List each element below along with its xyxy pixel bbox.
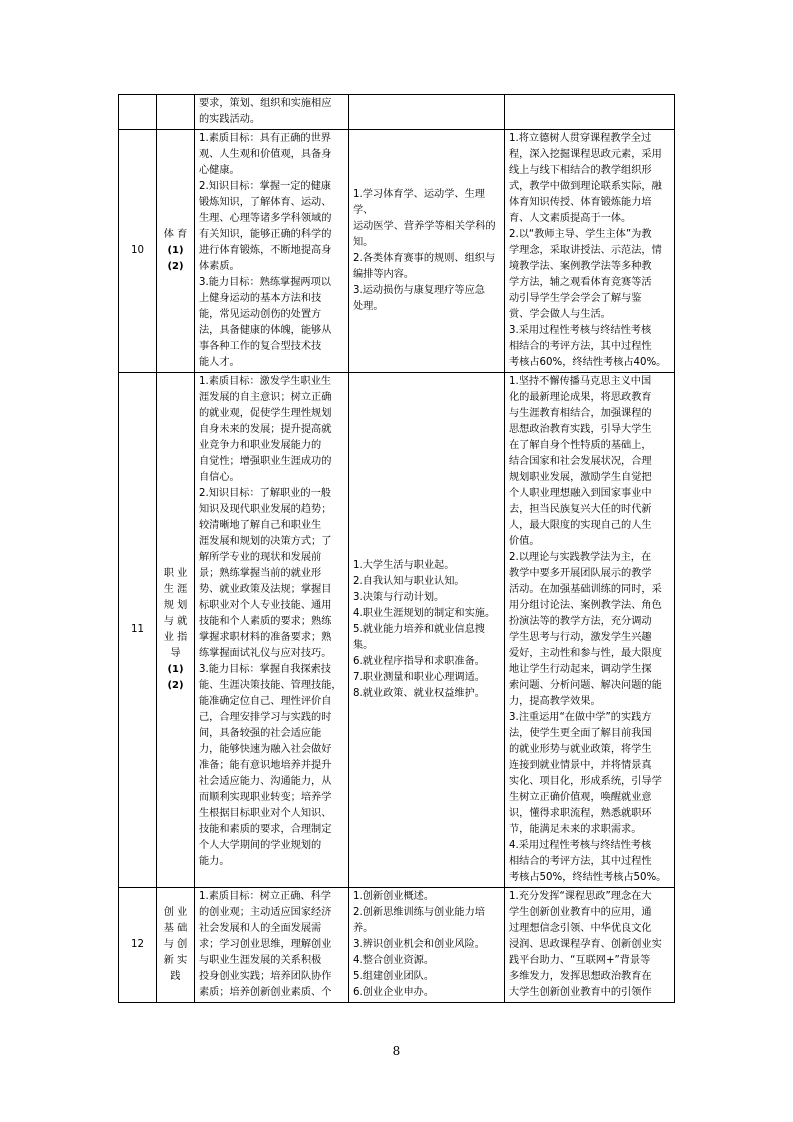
objectives-line: 心健康。: [199, 165, 240, 176]
content-line: 6.创业企业申办。: [353, 987, 435, 998]
requirements-line: 多维发力，发挥思想政治教育在: [509, 971, 652, 982]
requirements-line: 程，深入挖掘课程思政元素，采用: [509, 149, 662, 160]
requirements-line: 学理念，采取讲授法、示范法，情: [509, 245, 662, 256]
objectives-line: 练掌握面试礼仪与应对技巧。: [199, 648, 332, 659]
objectives-cell: [195, 95, 349, 130]
requirements-line: 育、人文素质提高于一体。: [509, 213, 632, 224]
objectives-line: 能准确定位自己、理性评价自: [199, 696, 332, 707]
requirements-line: 在了解自身个性特质的基础上，: [509, 440, 652, 451]
requirements-line: 力，提高教学效果。: [509, 696, 601, 707]
course-name: 职 业 生 涯 规 划 与 就 业 指 导: [163, 568, 188, 659]
table-row: [119, 888, 675, 1003]
objectives-line: 社会发展和人的全面发展需: [199, 923, 322, 934]
objectives-line: 能、生涯决策技能、管理技能，: [199, 680, 342, 691]
requirements-line: 结合国家和社会发展状况，合理: [509, 456, 652, 467]
objectives-line: 而顺利实现职业转变；培养学: [199, 792, 332, 803]
objectives-line: 社会适应能力、沟通能力，从: [199, 776, 332, 787]
objectives-line: 能力。: [199, 856, 230, 867]
content-line: 4.职业生涯规划的制定和实施。: [353, 608, 496, 619]
course-number-cell: 12: [119, 888, 157, 1003]
content-line: 2.创新思维训练与创业能力培: [353, 907, 485, 918]
objectives-line: 力，能够快速为融入社会做好: [199, 744, 332, 755]
objectives-line: 素质；培养创新创业素质、个: [199, 987, 332, 998]
requirements-cell: [505, 95, 675, 130]
requirements-line: 考核占60%，终结性考核占40%。: [509, 357, 667, 368]
objectives-line: 能人才。: [199, 357, 240, 368]
page-number: 8: [392, 1044, 401, 1058]
content-line: 处理。: [353, 301, 384, 312]
requirements-line: 扮演法等的教学方法，充分调动: [509, 616, 652, 627]
content-line: 4.整合创业资源。: [353, 955, 435, 966]
course-name-cell: [157, 373, 195, 888]
content-line: 1.创新创业概述。: [353, 891, 435, 902]
requirements-line: 教学中要多开展团队展示的教学: [509, 568, 652, 579]
requirements-line: 生树立正确价值观，唤醒就业意: [509, 792, 652, 803]
content-line: 7.职业测量和职业心理调适。: [353, 672, 485, 683]
content-cell: [349, 373, 505, 888]
objectives-line: 有关知识，能够正确的科学的: [199, 229, 332, 240]
requirements-line: 2.以理论与实践教学法为主，在: [509, 552, 652, 563]
requirements-line: 活动。在加强基础训练的同时，采: [509, 584, 662, 595]
requirements-line: 连接到就业情景中，并将情景真: [509, 760, 652, 771]
objectives-line: 标职业对个人专业技能、通用: [199, 600, 332, 611]
course-name-cell: [157, 95, 195, 130]
requirements-line: 体育知识传授、体育锻炼能力培: [509, 197, 652, 208]
objectives-line: 2.知识目标：掌握一定的健康: [199, 181, 331, 192]
requirements-line: 人，最大限度的实现自己的人生: [509, 520, 652, 531]
table-row: [119, 130, 675, 373]
requirements-line: 规划职业发展，激励学生自觉把: [509, 472, 652, 483]
content-line: 3.决策与行动计划。: [353, 592, 445, 603]
content-line: 1.学习体育学、运动学、生理学、: [353, 189, 485, 216]
objectives-line: 解所学专业的现状和发展前: [199, 552, 322, 563]
objectives-line: 的就业观，促使学生理性规划: [199, 408, 332, 419]
requirements-line: 1.将立德树人贯穿课程教学全过: [509, 133, 652, 144]
objectives-line: 掌握求职材料的准备要求；熟: [199, 632, 332, 643]
objectives-line: 1.素质目标：激发学生职业生: [199, 376, 331, 387]
requirements-line: 学方法，辅之观看体育竞赛等活: [509, 277, 652, 288]
objectives-line: 技能和素质的要求，合理制定: [199, 824, 332, 835]
requirements-line: 相结合的考评方法，其中过程性: [509, 856, 652, 867]
requirements-line: 1.坚持不懈传播马克思主义中国: [509, 376, 652, 387]
objectives-line: 间，具备较强的社会适应能: [199, 728, 322, 739]
objectives-line: 体素质。: [199, 261, 240, 272]
requirements-line: 大学生创新创业教育中的引领作: [509, 987, 652, 998]
content-line: 6.就业程序指导和求职准备。: [353, 656, 485, 667]
requirements-line: 学生思考与行动，激发学生兴趣: [509, 632, 652, 643]
requirements-line: 去，担当民族复兴大任的时代新: [509, 504, 652, 515]
objectives-line: 事各种工作的复合型技术技: [199, 341, 322, 352]
objectives-line: 势、就业政策及法规；掌握目: [199, 584, 332, 595]
objectives-line: 1.素质目标：树立正确、科学: [199, 891, 331, 902]
objectives-cell: [195, 373, 349, 888]
course-name: 体 育: [163, 229, 188, 240]
objectives-line: 观、人生观和价值观，具备身: [199, 149, 332, 160]
content-line: 养。: [353, 923, 374, 934]
content-line: 3.辨识创业机会和创业风险。: [353, 939, 485, 950]
requirements-line: 4.采用过程性考核与终结性考核: [509, 840, 652, 851]
objectives-line: 进行体育锻炼，不断地提高身: [199, 245, 332, 256]
objectives-line: 1.素质目标：具有正确的世界: [199, 133, 331, 144]
objectives-line: 自信心。: [199, 472, 240, 483]
content-line: 5.就业能力培养和就业信息搜: [353, 624, 485, 635]
requirements-line: 线上与线下相结合的教学组织形: [509, 165, 652, 176]
content-line: 3.运动损伤与康复理疗等应急: [353, 285, 485, 296]
table-row: [119, 373, 675, 888]
objectives-line: 法，具备健康的体魄，能够从: [199, 325, 332, 336]
requirements-line: 用分组讨论法、案例教学法、角色: [509, 600, 662, 611]
requirements-line: 3.采用过程性考核与终结性考核: [509, 325, 652, 336]
curriculum-table: [118, 94, 675, 1003]
requirements-cell: [505, 888, 675, 1003]
course-code: (1)(2): [167, 664, 184, 691]
requirements-line: 1.充分发挥“课程思政”理念在大: [509, 891, 652, 902]
objectives-line: 求；学习创业思维，理解创业: [199, 939, 332, 950]
objectives-line: 自觉性；增强职业生涯成功的: [199, 456, 332, 467]
requirements-cell: [505, 130, 675, 373]
objectives-line: 生根据目标职业对个人知识、: [199, 808, 332, 819]
objectives-line: 自身未来的发展；提升提高就: [199, 424, 332, 435]
requirements-line: 思想政治教育实践，引导大学生: [509, 424, 652, 435]
objectives-line: 较清晰地了解自己和职业生: [199, 520, 322, 531]
objectives-line: 景；熟练掌握当前的就业形: [199, 568, 322, 579]
content-cell: [349, 130, 505, 373]
objectives-line: 准备；能有意识地培养并提升: [199, 760, 332, 771]
objectives-line: 知识及现代职业发展的趋势；: [199, 504, 332, 515]
content-line: 运动医学、营养学等相关学科的: [353, 221, 496, 232]
course-name-cell: [157, 888, 195, 1003]
requirements-line: 相结合的考评方法，其中过程性: [509, 341, 652, 352]
objectives-line: 3.能力目标：熟练掌握两项以: [199, 277, 331, 288]
requirements-line: 动引导学生学会学会了解与鉴: [509, 293, 642, 304]
requirements-line: 式，教学中做到理论联系实际，融: [509, 181, 662, 192]
requirements-line: 2.以“教师主导、学生主体”为教: [509, 229, 652, 240]
content-cell: [349, 888, 505, 1003]
objectives-line: 投身创业实践；培养团队协作: [199, 971, 332, 982]
course-number-cell: 11: [119, 373, 157, 888]
requirements-line: 境教学法、案例教学法等多种教: [509, 261, 652, 272]
objectives-line: 上健身运动的基本方法和技: [199, 293, 322, 304]
requirements-line: 法，使学生更全面了解目前我国: [509, 728, 652, 739]
requirements-line: 学生创新创业教育中的应用，通: [509, 907, 652, 918]
requirements-line: 价值。: [509, 536, 540, 547]
objectives-line: 生理、心理等诸多学科领域的: [199, 213, 332, 224]
content-line: 1.大学生活与职业起。: [353, 560, 455, 571]
content-cell: [349, 95, 505, 130]
objectives-cell: [195, 130, 349, 373]
requirements-line: 地让学生行动起来，调动学生探: [509, 664, 652, 675]
content-line: 知。: [353, 237, 374, 248]
course-number-cell: [119, 95, 157, 130]
requirements-line: 践平台助力、“互联网+”背景等: [509, 955, 651, 966]
objectives-line: 涯发展和规划的决策方式；了: [199, 536, 332, 547]
objectives-line: 2.知识目标：了解职业的一般: [199, 488, 331, 499]
requirements-line: 识，懂得求职流程，熟悉就职环: [509, 808, 652, 819]
objectives-line: 涯发展的自主意识；树立正确: [199, 392, 332, 403]
requirements-line: 考核占50%，终结性考核占50%。: [509, 872, 667, 883]
objectives-line: 与职业生涯发展的关系积极: [199, 955, 322, 966]
table-row: [119, 95, 675, 130]
objectives-line: 3.能力目标：掌握自我探索技: [199, 664, 331, 675]
content-line: 集。: [353, 640, 374, 651]
objectives-line: 的创业观；主动适应国家经济: [199, 907, 332, 918]
course-name: 创 业 基 础 与 创 新 实 践: [163, 907, 188, 982]
objectives-line: 能，常见运动创伤的处置方: [199, 309, 322, 320]
requirements-line: 赏、学会做人与生活。: [509, 309, 611, 320]
requirements-line: 与生涯教育相结合，加强课程的: [509, 408, 652, 419]
requirements-line: 个人职业理想融入到国家事业中: [509, 488, 652, 499]
requirements-line: 过理想信念引领、中华优良文化: [509, 923, 652, 934]
requirements-cell: [505, 373, 675, 888]
requirements-line: 3.注重运用“在做中学”的实践方: [509, 712, 652, 723]
objectives-line: 个人大学期间的学业规划的: [199, 840, 322, 851]
objectives-line: 业竞争力和职业发展能力的: [199, 440, 322, 451]
requirements-line: 爱好，主动性和参与性，最大限度: [509, 648, 662, 659]
objectives-line: 的实践活动。: [199, 114, 261, 125]
objectives-line: 要求，策划、组织和实施相应: [199, 98, 332, 109]
requirements-line: 化的最新理论成果，将思政教育: [509, 392, 652, 403]
requirements-line: 的就业形势与就业政策，将学生: [509, 744, 652, 755]
content-line: 5.组建创业团队。: [353, 971, 435, 982]
requirements-line: 实化、项目化，形成系统，引导学: [509, 776, 662, 787]
objectives-line: 锻炼知识，了解体育、运动、: [199, 197, 332, 208]
objectives-line: 技能和个人素质的要求；熟练: [199, 616, 332, 627]
content-line: 编排等内容。: [353, 269, 415, 280]
course-number-cell: 10: [119, 130, 157, 373]
requirements-line: 索问题、分析问题、解决问题的能: [509, 680, 662, 691]
content-line: 2.各类体育赛事的规则、组织与: [353, 253, 496, 264]
objectives-line: 己，合理安排学习与实践的时: [199, 712, 332, 723]
content-line: 8.就业政策、就业权益维护。: [353, 688, 485, 699]
objectives-cell: [195, 888, 349, 1003]
course-code: (1)(2): [167, 245, 184, 272]
requirements-line: 浸润、思政课程孕育、创新创业实: [509, 939, 662, 950]
course-name-cell: [157, 130, 195, 373]
content-line: 2.自我认知与职业认知。: [353, 576, 465, 587]
requirements-line: 节，能满足未来的求职需求。: [509, 824, 642, 835]
